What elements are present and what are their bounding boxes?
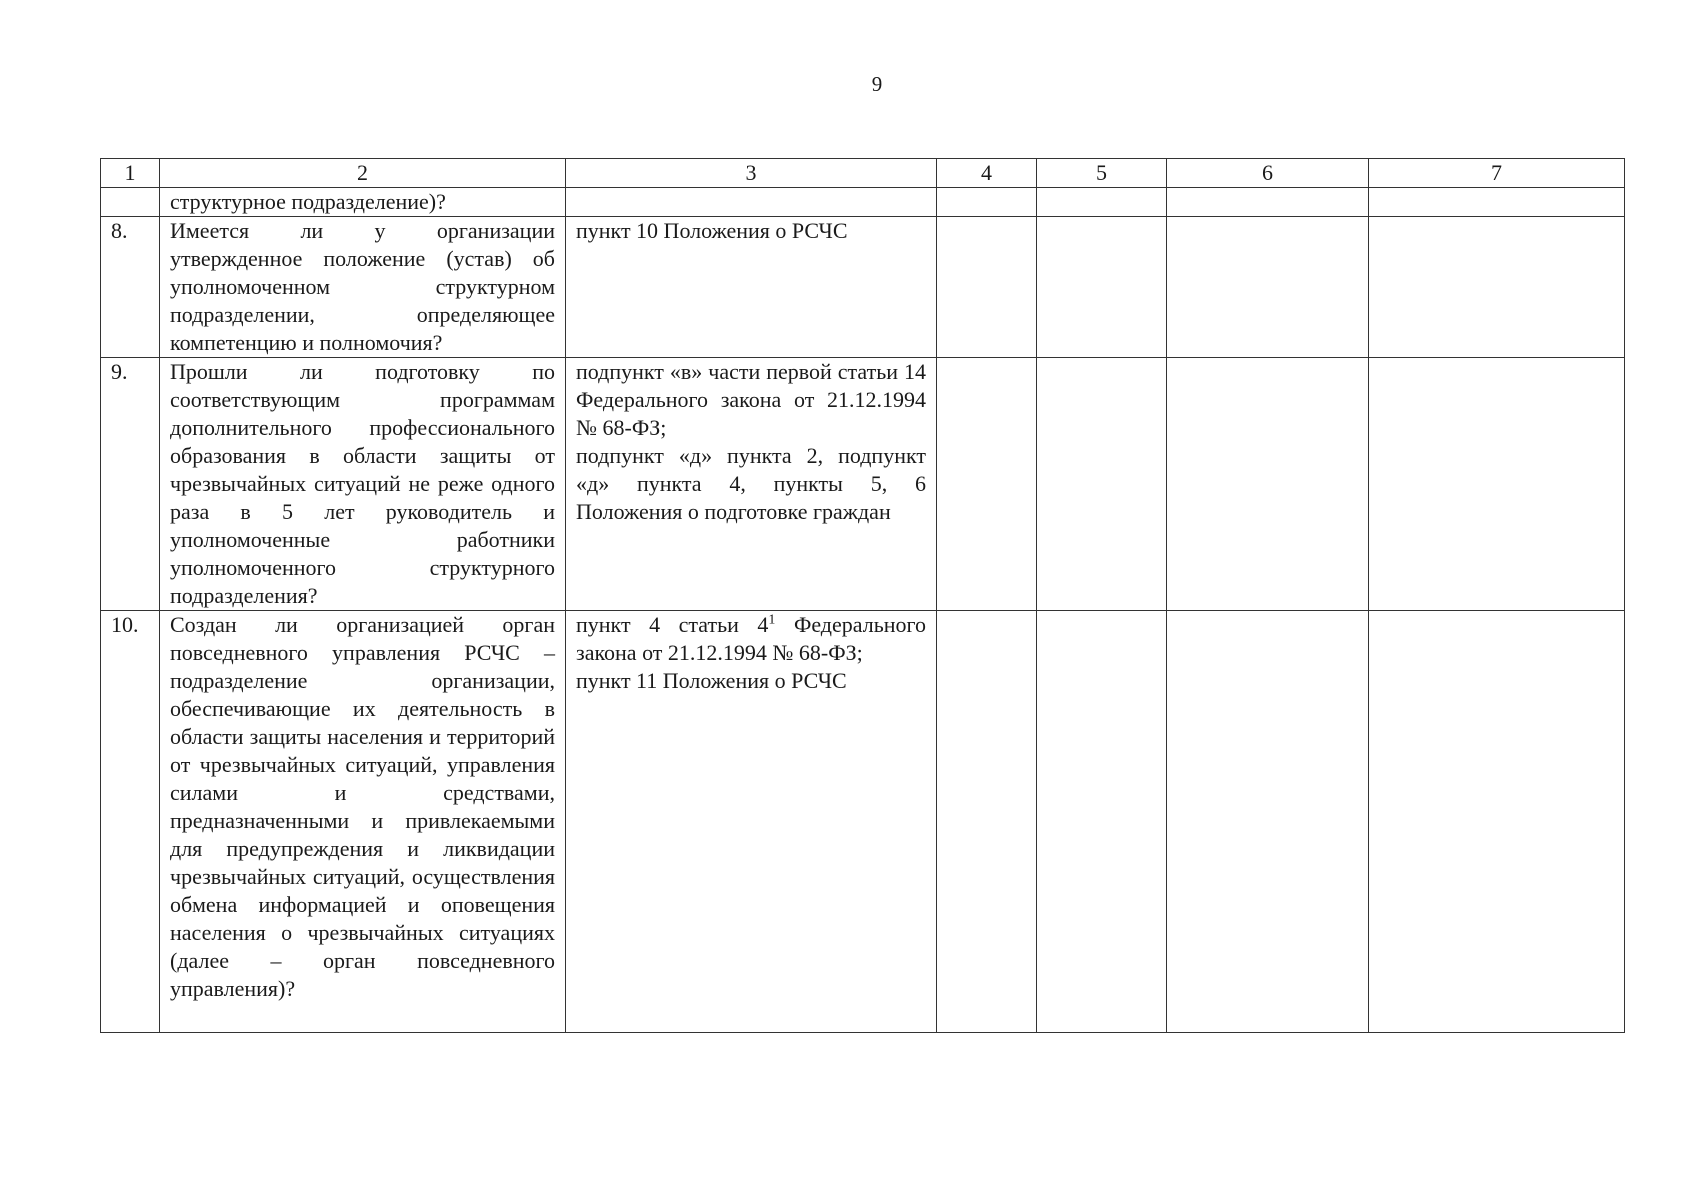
- empty-cell: [937, 217, 1037, 358]
- header-col-1: 1: [101, 159, 160, 188]
- header-col-7: 7: [1369, 159, 1625, 188]
- reference-line: подпункт «в» части первой статьи 14 Федерального закона от 21.12.1994 № 68-ФЗ;: [576, 359, 926, 440]
- empty-cell: [1037, 358, 1167, 611]
- empty-cell: [1167, 358, 1369, 611]
- page-number: 9: [871, 72, 883, 96]
- empty-cell: [1167, 217, 1369, 358]
- header-col-3: 3: [566, 159, 937, 188]
- reference-cell: [566, 188, 937, 217]
- empty-cell: [1037, 217, 1167, 358]
- header-row: [101, 159, 1625, 188]
- reference-cell: [566, 217, 937, 358]
- empty-cell: [937, 188, 1037, 217]
- question-cell: структурное подразделение)?: [160, 188, 566, 217]
- row-number: [101, 188, 160, 217]
- checklist-table: [100, 158, 1625, 1033]
- empty-cell: [1167, 611, 1369, 1033]
- reference-cell: [566, 611, 937, 1033]
- header-col-5: 5: [1037, 159, 1167, 188]
- reference-line: пункт 10 Положения о РСЧС: [576, 218, 848, 243]
- empty-cell: [1037, 611, 1167, 1033]
- table-row-continuation: [101, 188, 1625, 217]
- empty-cell: [937, 611, 1037, 1033]
- table-row-10: [101, 611, 1625, 1033]
- empty-cell: [1369, 217, 1625, 358]
- empty-cell: [1369, 358, 1625, 611]
- empty-cell: [1369, 611, 1625, 1033]
- reference-text: Федерального закона от 21.12.1994 № 68-ФЗ;: [576, 612, 926, 665]
- empty-cell: [1167, 188, 1369, 217]
- row-number: 9.: [101, 358, 160, 611]
- reference-line: пункт 11 Положения о РСЧС: [576, 668, 847, 693]
- reference-line: подпункт «д» пункта 2, подпункт «д» пункта 4, пункты 5, 6 Положения о подготовке граждан: [576, 443, 926, 524]
- reference-cell: [566, 358, 937, 611]
- question-cell: Имеется ли у организации утвержденное положение (устав) об уполномоченном структурном подразделении, определяющее компетенцию и полномочия?: [160, 217, 566, 358]
- reference-line: [576, 611, 926, 667]
- empty-cell: [1037, 188, 1167, 217]
- header-col-4: 4: [937, 159, 1037, 188]
- question-cell: Создан ли организацией орган повседневного управления РСЧС – подразделение организации, обеспечивающие их деятельность в области защиты населения и территорий от чрезвычайных ситуаций, управления силами и средствами, предназначенными и привлекаемыми для предупреждения и ликвидации чрезвычайных ситуаций, осуществления обмена информацией и оповещения населения о чрезвычайных ситуациях (далее – орган повседневного управления)?: [160, 611, 566, 1033]
- table-row-8: [101, 217, 1625, 358]
- header-col-2: 2: [160, 159, 566, 188]
- question-cell: Прошли ли подготовку по соответствующим программам дополнительного профессионального образования в области защиты от чрезвычайных ситуаций не реже одного раза в 5 лет руководитель и уполномоченные работники уполномоченного структурного подразделения?: [160, 358, 566, 611]
- row-number: 10.: [101, 611, 160, 1033]
- superscript: 1: [768, 612, 776, 628]
- reference-text: пункт 4 статьи 4: [576, 612, 769, 637]
- empty-cell: [1369, 188, 1625, 217]
- header-col-6: 6: [1167, 159, 1369, 188]
- row-number: 8.: [101, 217, 160, 358]
- table-row-9: [101, 358, 1625, 611]
- empty-cell: [937, 358, 1037, 611]
